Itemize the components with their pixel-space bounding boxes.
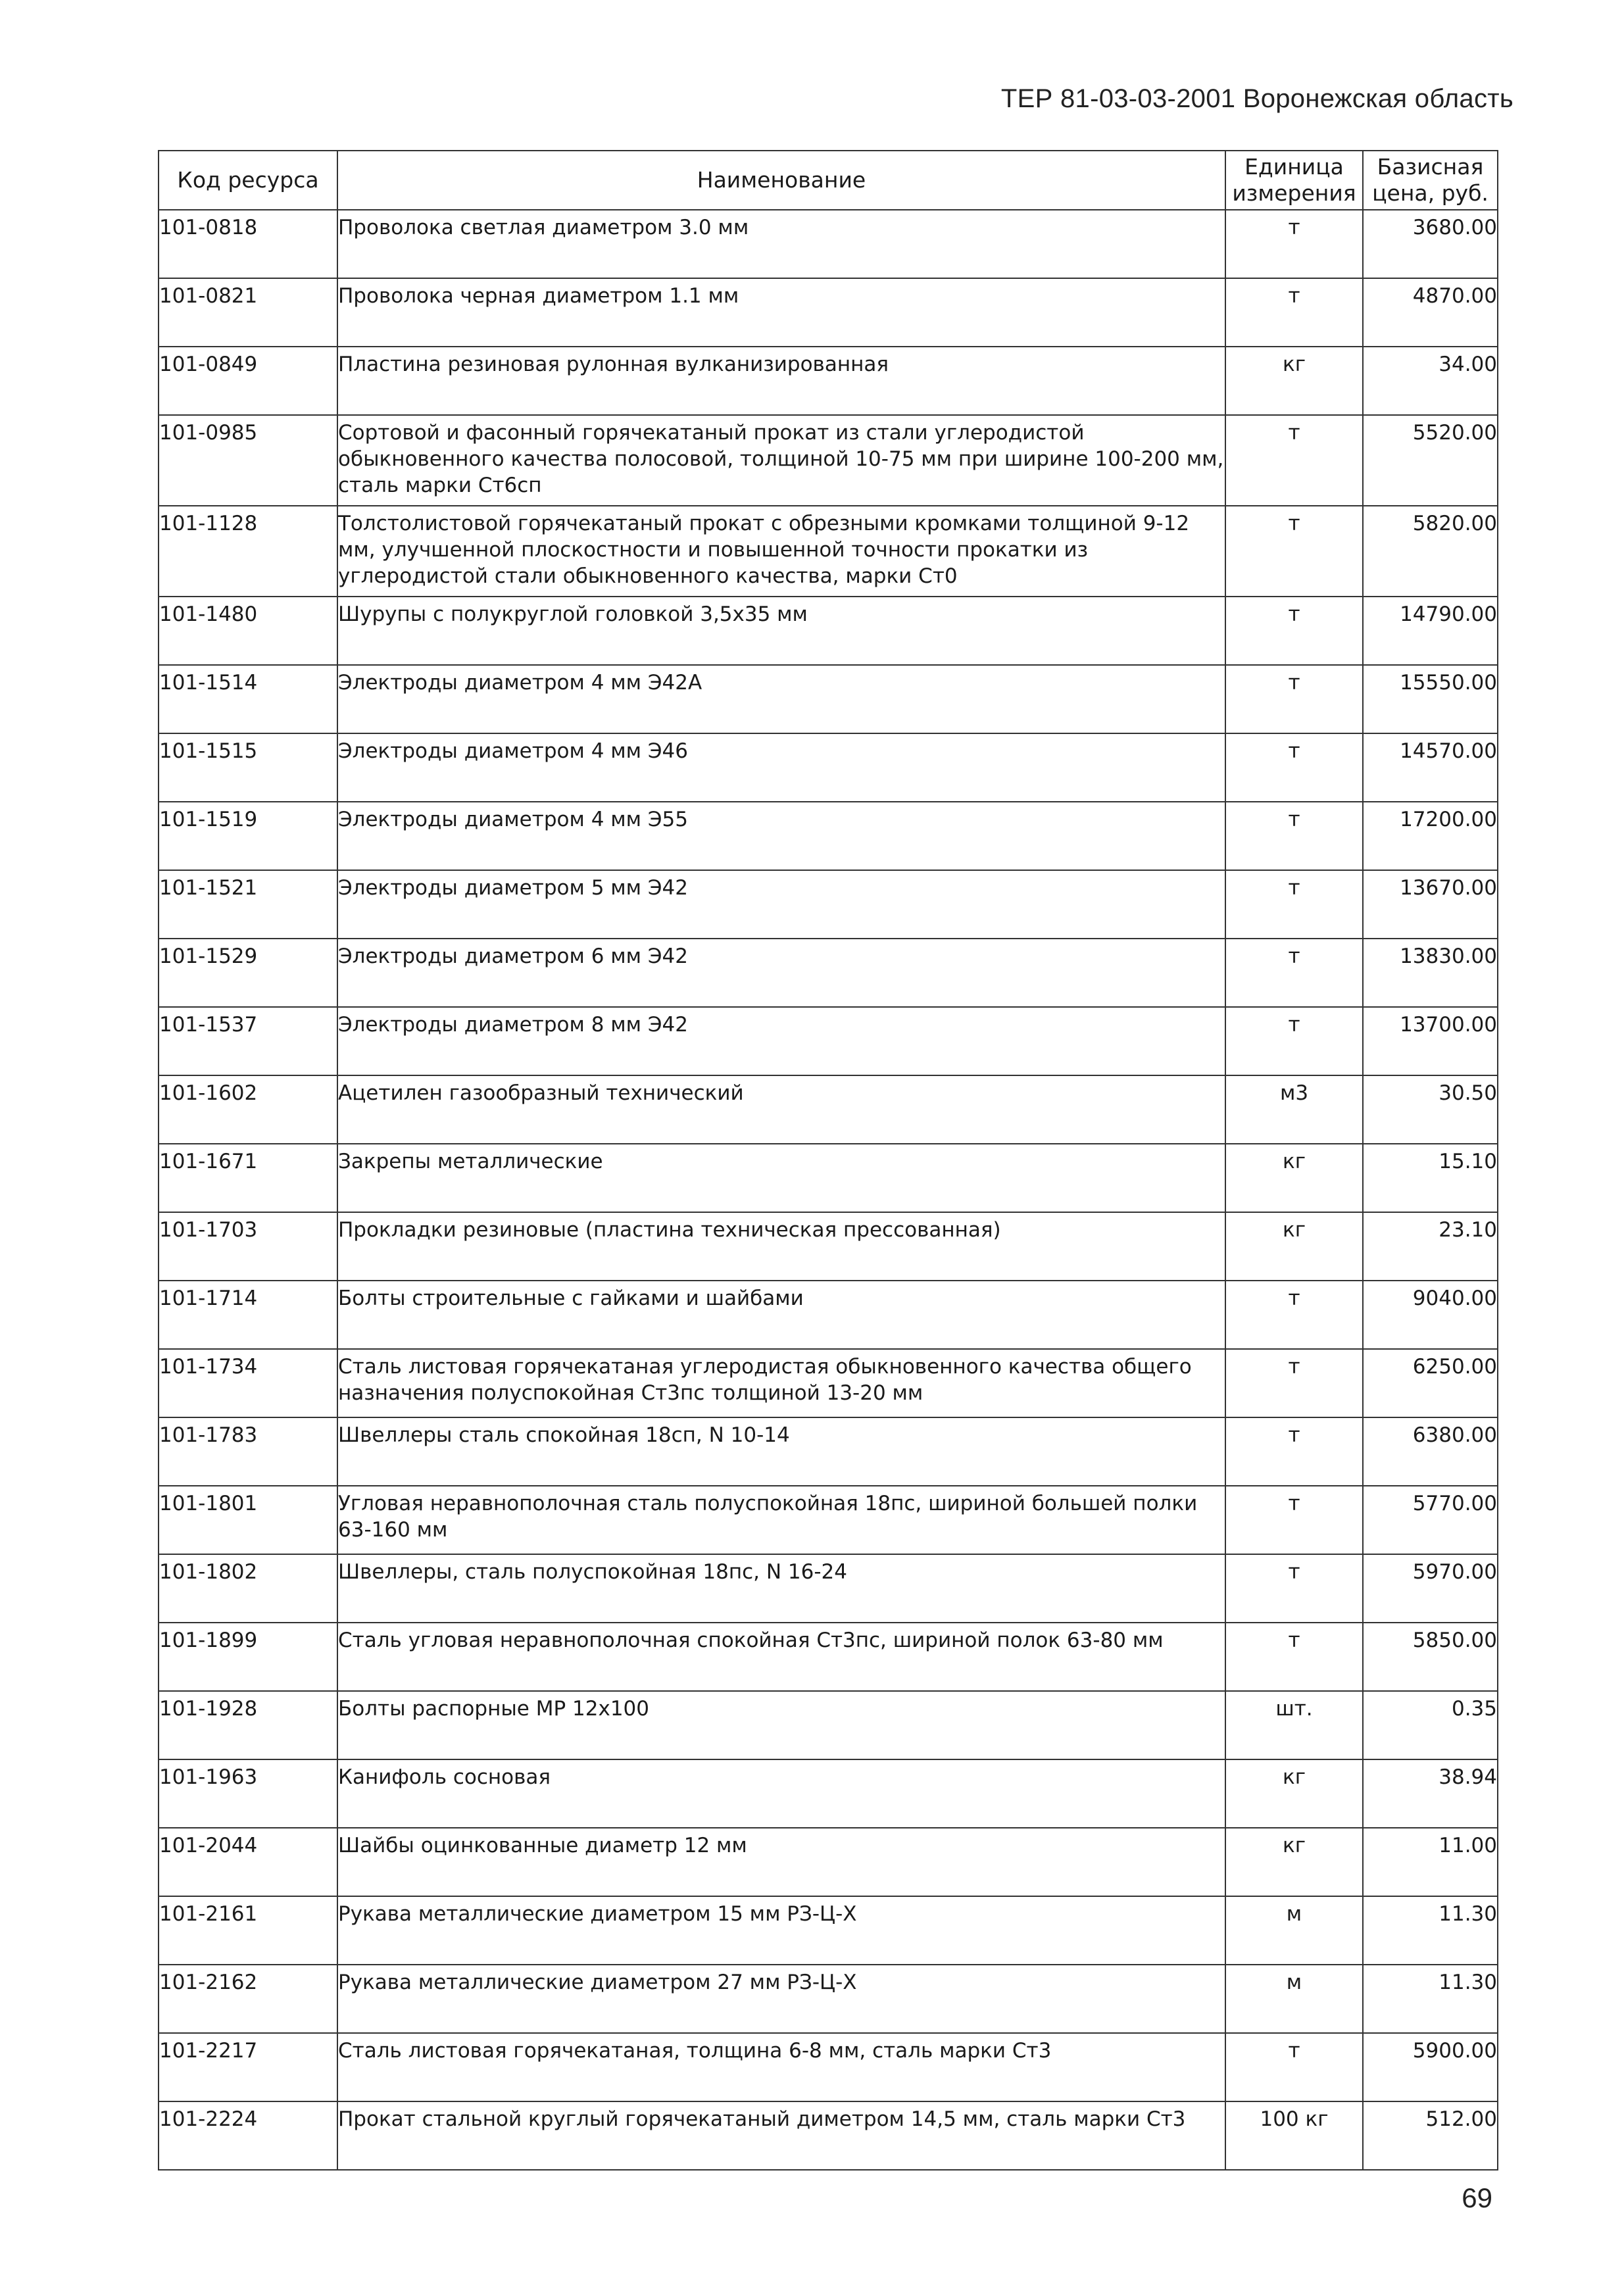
resource-price: 6250.00 xyxy=(1363,1349,1498,1417)
resource-price: 13670.00 xyxy=(1363,870,1498,939)
table-row xyxy=(159,1896,1498,1965)
resource-name: Шурупы с полукруглой головкой 3,5х35 мм xyxy=(337,597,1225,665)
resource-code: 101-2161 xyxy=(159,1896,337,1965)
resource-price: 0.35 xyxy=(1363,1691,1498,1759)
table-row xyxy=(159,802,1498,870)
resource-price: 5520.00 xyxy=(1363,415,1498,506)
column-header-price: Базисная цена, руб. xyxy=(1363,151,1498,210)
column-header-name: Наименование xyxy=(337,151,1225,210)
table-row xyxy=(159,733,1498,802)
resource-name: Проволока черная диаметром 1.1 мм xyxy=(337,278,1225,347)
table-row xyxy=(159,1965,1498,2033)
resource-name: Ацетилен газообразный технический xyxy=(337,1075,1225,1144)
resource-name: Прокладки резиновые (пластина техническая прессованная) xyxy=(337,1212,1225,1281)
resource-name: Закрепы металлические xyxy=(337,1144,1225,1212)
resource-unit: т xyxy=(1225,1007,1363,1075)
resource-name: Сталь листовая горячекатаная, толщина 6-8 мм, сталь марки Ст3 xyxy=(337,2033,1225,2101)
resource-code: 101-1128 xyxy=(159,506,337,597)
resource-unit: т xyxy=(1225,1281,1363,1349)
resource-price: 38.94 xyxy=(1363,1759,1498,1828)
resource-name: Электроды диаметром 4 мм Э46 xyxy=(337,733,1225,802)
resource-name: Электроды диаметром 6 мм Э42 xyxy=(337,939,1225,1007)
resource-unit: т xyxy=(1225,665,1363,733)
resource-unit: т xyxy=(1225,1554,1363,1623)
resource-code: 101-1519 xyxy=(159,802,337,870)
resource-code: 101-1521 xyxy=(159,870,337,939)
resource-price-table xyxy=(158,150,1498,2171)
resource-name: Электроды диаметром 4 мм Э42А xyxy=(337,665,1225,733)
resource-price: 5970.00 xyxy=(1363,1554,1498,1623)
resource-unit: кг xyxy=(1225,1759,1363,1828)
resource-name: Болты распорные МР 12х100 xyxy=(337,1691,1225,1759)
table-row xyxy=(159,1486,1498,1554)
table-row xyxy=(159,1281,1498,1349)
resource-unit: т xyxy=(1225,1417,1363,1486)
resource-price: 23.10 xyxy=(1363,1212,1498,1281)
table-row xyxy=(159,1212,1498,1281)
resource-name: Толстолистовой горячекатаный прокат с обрезными кромками толщиной 9-12 мм, улучшенной плоскостности и повышенной точности прокатки из углеродистой стали обыкновенного качества, марки Ст0 xyxy=(337,506,1225,597)
resource-unit: т xyxy=(1225,2033,1363,2101)
resource-unit: т xyxy=(1225,939,1363,1007)
table-row xyxy=(159,870,1498,939)
column-header-unit: Единица измерения xyxy=(1225,151,1363,210)
resource-price: 5820.00 xyxy=(1363,506,1498,597)
table-row xyxy=(159,1144,1498,1212)
resource-unit: т xyxy=(1225,506,1363,597)
resource-code: 101-2224 xyxy=(159,2101,337,2170)
resource-name: Сортовой и фасонный горячекатаный прокат из стали углеродистой обыкновенного качества полосовой, толщиной 10-75 мм при ширине 100-200 мм, сталь марки Ст6сп xyxy=(337,415,1225,506)
resource-unit: кг xyxy=(1225,347,1363,415)
resource-price: 13830.00 xyxy=(1363,939,1498,1007)
resource-name: Рукава металлические диаметром 15 мм РЗ-Ц-Х xyxy=(337,1896,1225,1965)
resource-code: 101-0818 xyxy=(159,210,337,278)
resource-code: 101-1783 xyxy=(159,1417,337,1486)
table-row xyxy=(159,1759,1498,1828)
resource-unit: т xyxy=(1225,597,1363,665)
resource-code: 101-1802 xyxy=(159,1554,337,1623)
table-row xyxy=(159,1417,1498,1486)
resource-unit: т xyxy=(1225,733,1363,802)
resource-code: 101-1714 xyxy=(159,1281,337,1349)
resource-unit: т xyxy=(1225,1623,1363,1691)
resource-code: 101-1963 xyxy=(159,1759,337,1828)
resource-code: 101-1529 xyxy=(159,939,337,1007)
table-row xyxy=(159,210,1498,278)
resource-name: Пластина резиновая рулонная вулканизированная xyxy=(337,347,1225,415)
resource-unit: м xyxy=(1225,1896,1363,1965)
resource-unit: м3 xyxy=(1225,1075,1363,1144)
resource-code: 101-1928 xyxy=(159,1691,337,1759)
table-row xyxy=(159,1691,1498,1759)
resource-price: 11.00 xyxy=(1363,1828,1498,1896)
resource-price: 11.30 xyxy=(1363,1896,1498,1965)
resource-unit: 100 кг xyxy=(1225,2101,1363,2170)
resource-unit: м xyxy=(1225,1965,1363,2033)
table-row xyxy=(159,1554,1498,1623)
resource-code: 101-2217 xyxy=(159,2033,337,2101)
table-row xyxy=(159,597,1498,665)
resource-unit: т xyxy=(1225,415,1363,506)
resource-name: Шайбы оцинкованные диаметр 12 мм xyxy=(337,1828,1225,1896)
resource-code: 101-2162 xyxy=(159,1965,337,2033)
resource-name: Электроды диаметром 4 мм Э55 xyxy=(337,802,1225,870)
resource-price: 4870.00 xyxy=(1363,278,1498,347)
resource-code: 101-0849 xyxy=(159,347,337,415)
table-row xyxy=(159,939,1498,1007)
resource-name: Болты строительные с гайками и шайбами xyxy=(337,1281,1225,1349)
table-row xyxy=(159,1075,1498,1144)
resource-price: 9040.00 xyxy=(1363,1281,1498,1349)
resource-code: 101-0985 xyxy=(159,415,337,506)
resource-price: 15550.00 xyxy=(1363,665,1498,733)
resource-code: 101-1703 xyxy=(159,1212,337,1281)
resource-code: 101-2044 xyxy=(159,1828,337,1896)
table-row xyxy=(159,2101,1498,2170)
resource-name: Электроды диаметром 5 мм Э42 xyxy=(337,870,1225,939)
resource-name: Прокат стальной круглый горячекатаный диметром 14,5 мм, сталь марки Ст3 xyxy=(337,2101,1225,2170)
resource-unit: т xyxy=(1225,802,1363,870)
table-row xyxy=(159,1828,1498,1896)
resource-price: 6380.00 xyxy=(1363,1417,1498,1486)
table-row xyxy=(159,1623,1498,1691)
resource-price: 5770.00 xyxy=(1363,1486,1498,1554)
resource-name: Электроды диаметром 8 мм Э42 xyxy=(337,1007,1225,1075)
resource-unit: кг xyxy=(1225,1828,1363,1896)
table-row xyxy=(159,415,1498,506)
resource-name: Проволока светлая диаметром 3.0 мм xyxy=(337,210,1225,278)
table-row xyxy=(159,2033,1498,2101)
table-header-row xyxy=(159,151,1498,210)
page-header-title: ТЕР 81-03-03-2001 Воронежская область xyxy=(1000,84,1513,113)
resource-code: 101-1801 xyxy=(159,1486,337,1554)
table-row xyxy=(159,347,1498,415)
resource-unit: т xyxy=(1225,1349,1363,1417)
resource-name: Канифоль сосновая xyxy=(337,1759,1225,1828)
resource-price: 5900.00 xyxy=(1363,2033,1498,2101)
table-row xyxy=(159,1349,1498,1417)
resource-code: 101-1899 xyxy=(159,1623,337,1691)
resource-unit: шт. xyxy=(1225,1691,1363,1759)
resource-price: 11.30 xyxy=(1363,1965,1498,2033)
resource-price: 14570.00 xyxy=(1363,733,1498,802)
resource-name: Рукава металлические диаметром 27 мм РЗ-Ц-Х xyxy=(337,1965,1225,2033)
resource-unit: т xyxy=(1225,1486,1363,1554)
resource-unit: т xyxy=(1225,870,1363,939)
resource-price: 3680.00 xyxy=(1363,210,1498,278)
resource-code: 101-1734 xyxy=(159,1349,337,1417)
resource-code: 101-1602 xyxy=(159,1075,337,1144)
table-row xyxy=(159,506,1498,597)
resource-name: Сталь угловая неравнополочная спокойная Ст3пс, шириной полок 63-80 мм xyxy=(337,1623,1225,1691)
resource-code: 101-1537 xyxy=(159,1007,337,1075)
resource-unit: кг xyxy=(1225,1212,1363,1281)
resource-code: 101-1671 xyxy=(159,1144,337,1212)
resource-price: 13700.00 xyxy=(1363,1007,1498,1075)
table-row xyxy=(159,1007,1498,1075)
resource-price: 30.50 xyxy=(1363,1075,1498,1144)
resource-price: 34.00 xyxy=(1363,347,1498,415)
resource-name: Швеллеры сталь спокойная 18сп, N 10-14 xyxy=(337,1417,1225,1486)
resource-price: 17200.00 xyxy=(1363,802,1498,870)
resource-unit: кг xyxy=(1225,1144,1363,1212)
resource-code: 101-1514 xyxy=(159,665,337,733)
resource-code: 101-1515 xyxy=(159,733,337,802)
resource-name: Сталь листовая горячекатаная углеродистая обыкновенного качества общего назначения полуспокойная Ст3пс толщиной 13-20 мм xyxy=(337,1349,1225,1417)
resource-unit: т xyxy=(1225,210,1363,278)
page-number: 69 xyxy=(1462,2182,1492,2213)
resource-price: 5850.00 xyxy=(1363,1623,1498,1691)
resource-code: 101-0821 xyxy=(159,278,337,347)
resource-name: Угловая неравнополочная сталь полуспокойная 18пс, шириной большей полки 63-160 мм xyxy=(337,1486,1225,1554)
resource-price: 512.00 xyxy=(1363,2101,1498,2170)
column-header-code: Код ресурса xyxy=(159,151,337,210)
table-row xyxy=(159,278,1498,347)
resource-name: Швеллеры, сталь полуспокойная 18пс, N 16-24 xyxy=(337,1554,1225,1623)
resource-price: 14790.00 xyxy=(1363,597,1498,665)
table-row xyxy=(159,665,1498,733)
resource-unit: т xyxy=(1225,278,1363,347)
resource-price: 15.10 xyxy=(1363,1144,1498,1212)
resource-code: 101-1480 xyxy=(159,597,337,665)
